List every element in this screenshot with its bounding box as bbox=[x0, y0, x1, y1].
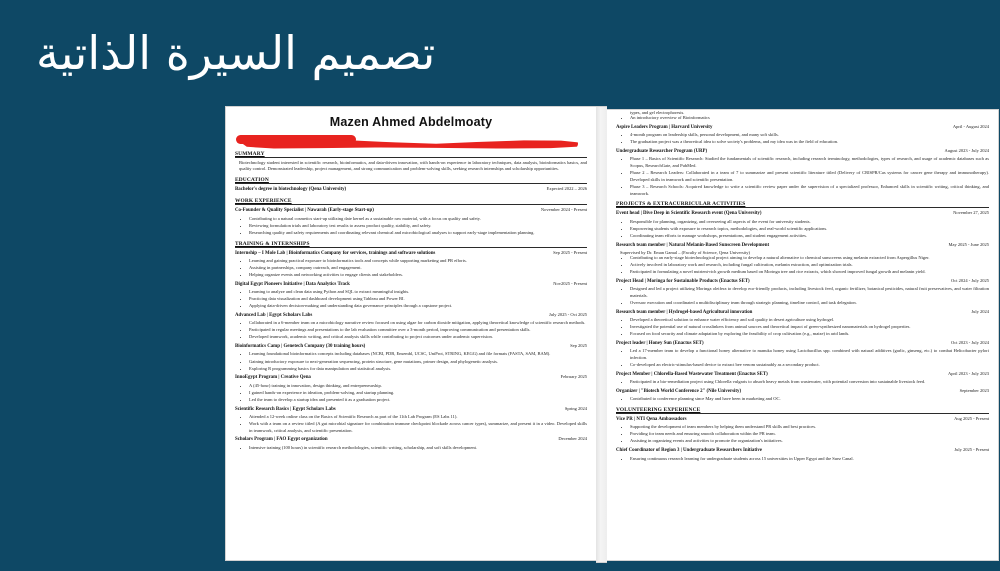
entry-date: September 2023 bbox=[959, 387, 989, 393]
list-item: • 4-month program on leadership skills, personal development, and many soft skills. bbox=[630, 132, 989, 139]
entry-bullets bbox=[616, 348, 989, 369]
list-item: • Exploring R programming basics for data manipulation and statistical analysis. bbox=[249, 366, 587, 373]
list-item: • Empowering students with exposure to research topics, methodologies, and real-world scientific applications. bbox=[630, 226, 989, 233]
list-item: • Ensuring continuous research learning for undergraduate students across 15 universities in Upper Egypt and the Suez Canal. bbox=[630, 456, 989, 463]
entry-internship-imolelab bbox=[235, 250, 587, 258]
list-item: • Work with a team on a review titled (A gut microbial signature for combination immune checkpoint blockade across cancer types), summarize, and present it in a video. Developed skills in teamwork, critical analysis, and scientific presentation. bbox=[249, 421, 587, 435]
entry-bullets bbox=[616, 456, 989, 463]
entry-date: November 2024 - Present bbox=[540, 207, 587, 213]
list-item: • Developed a theoretical solution to enhance water efficiency and soil quality in desert agriculture using hydrogel. bbox=[630, 317, 989, 324]
entry-title: Vice PR | NTI Qena Ambassadors bbox=[616, 417, 687, 422]
entry-date: Oct 2023 - July 2024 bbox=[951, 339, 989, 345]
entry-aspire-leaders-program bbox=[616, 124, 989, 132]
list-item: • Led the team to develop a startup idea and presented it as a graduation project. bbox=[249, 397, 587, 404]
list-item: • An introductory overview of Bioinformatics bbox=[630, 115, 989, 122]
entry-innoegypt-program bbox=[235, 374, 587, 382]
entry-title: Internship – I Mole Lab | Bioinformatics Company for services, trainings and software solutions bbox=[235, 250, 436, 256]
entry-bullets bbox=[616, 156, 989, 197]
list-item: • Reviewing formulation trials and laboratory test results to assess product quality, stability, and safety. bbox=[249, 223, 587, 230]
resume-page-left[interactable] bbox=[225, 106, 596, 561]
entry-title: Co-Founder & Quality Specialist | Nawarah (Early-stage Start-up) bbox=[235, 208, 374, 214]
entry-title: Chief Coordinator of Region 3 | Undergraduate Researchers Initiative bbox=[616, 448, 762, 454]
list-item: • Assisting in partnerships, company outreach, and engagement. bbox=[249, 265, 587, 272]
slide-title-arabic: تصميم السيرة الذاتية bbox=[36, 26, 436, 80]
entry-bullets bbox=[235, 216, 587, 237]
entry-hydrogel-innovation bbox=[616, 309, 989, 317]
list-item: • Participated in a bio-remediation project using Chlorella vulgaris to absorb heavy metals from wastewater, with potential conversion into sustainable livestock feed. bbox=[630, 379, 989, 386]
entry-date: July 2025 - Present bbox=[954, 447, 989, 453]
entry-supervisor: Supervised by Dr. Eman Gamal – (Faculty of Science, Qena University) bbox=[620, 249, 750, 255]
entry-title: Research team member | Natural Melanin-Based Sunscreen Development bbox=[616, 242, 770, 248]
list-item: • Phase 3 – Research Schools: Acquired knowledge to write a scientific review paper under the supervision of a specialized professor, Enhanced skills in scientific writing, critical thinking, and teamwork. bbox=[630, 184, 989, 198]
entry-bullets bbox=[616, 424, 989, 445]
resume-page-right[interactable] bbox=[607, 109, 999, 561]
orphan-bullet-list bbox=[616, 115, 989, 122]
section-heading-projects-extracurricular: PROJECTS & EXTRACURRICULAR ACTIVITIES bbox=[616, 201, 989, 208]
list-item: • Investigated the potential use of natural crosslinkers from animal sources and theoretical impact of green-synthesized nanomaterials on hydrogel properties. bbox=[630, 324, 989, 331]
list-item: • Contributed to conference planning since May and have been in marketing and OC. bbox=[630, 396, 989, 403]
entry-date: February 2025 bbox=[560, 374, 587, 380]
list-item: • I gained hands-on experience in ideation, problem-solving, and startup planning. bbox=[249, 390, 587, 397]
list-item: • Providing for team needs and ensuring smooth collaboration within the PR team. bbox=[630, 431, 989, 438]
entry-title: Undergraduate Researcher Program (URP) bbox=[616, 148, 708, 154]
entry-date: April 2023 - July 2023 bbox=[948, 370, 989, 376]
entry-bioinformatics-camp bbox=[235, 343, 587, 351]
entry-bullets bbox=[616, 396, 989, 403]
entry-bullets bbox=[616, 132, 989, 146]
summary-paragraph: Biotechnology student interested in scientific research, bioinformatics, and data-driven innovation, with hands-on experience in laboratory techniques, data analysis, bioinformatics basics, and quality control. Demonstrated leadership, project management, and strong communication and problem-solving skills, seeking research internships and scholarship opportunities. bbox=[239, 159, 587, 172]
list-item: • Collaborated in a 6-member team on a microbiology narrative review focused on using algae for carbon dioxide mitigation, applying theoretical knowledge of scientific research methods. bbox=[249, 320, 587, 327]
section-heading-training-internships: TRAINING & INTERNSHIPS bbox=[235, 241, 587, 248]
entry-date: Aug 2025 - Present bbox=[954, 416, 989, 421]
list-item: • Participated in formulating a novel nutrient-rich growth medium based on Moringa tree and rice extracts, which showed improved fungal growth and melanin yield. bbox=[630, 269, 989, 276]
entry-chlorella-wastewater bbox=[616, 371, 989, 379]
entry-scientific-research-basics bbox=[235, 406, 587, 414]
section-heading-education: EDUCATION bbox=[235, 177, 587, 184]
entry-date: April - August 2024 bbox=[952, 123, 989, 129]
entry-moringa-project bbox=[616, 278, 989, 286]
entry-title: Advanced Lab | Egypt Scholars Labs bbox=[235, 312, 313, 318]
entry-bullets bbox=[616, 317, 989, 338]
list-item: • Developed teamwork, academic writing, and critical analysis skills while contributing to project outcomes under academic supervision. bbox=[249, 334, 587, 341]
list-item: • Assisting in organizing events and activities to promote the organization's initiatives. bbox=[630, 438, 989, 445]
page-seam-divider bbox=[596, 106, 607, 563]
section-heading-volunteering-experience: VOLUNTEERING EXPERIENCE bbox=[616, 407, 989, 414]
section-heading-summary: SUMMARY bbox=[235, 151, 587, 158]
entry-bullets bbox=[616, 219, 989, 240]
entry-bullets bbox=[235, 445, 587, 452]
entry-date: November 27, 2025 bbox=[953, 210, 989, 216]
entry-title: Digital Egypt Pioneers Initiative | Data Analytics Track bbox=[235, 281, 350, 287]
entry-advanced-lab bbox=[235, 312, 587, 320]
entry-title: Project leader | Honey Sun (Enactus SET) bbox=[616, 340, 704, 346]
list-item: • Learning to analyze and clean data using Python and SQL to extract meaningful insights. bbox=[249, 289, 587, 296]
entry-title: Project Head | Moringa for Sustainable Products (Enactus SET) bbox=[616, 278, 750, 284]
entry-bullets bbox=[616, 379, 989, 386]
entry-date: Sep 2025 bbox=[570, 343, 587, 349]
list-item: • Phase 2 – Research Leaders: Collaborated in a team of 7 to summarize and present scientific literature titled (Delivery of CRISPR/Cas systems for cancer gene therapy and immunotherapy). Developed skills in teamwork and scientific presentation. bbox=[630, 170, 989, 184]
list-item: • Learning and gaining practical exposure to bioinformatics tools and concepts while supporting marketing and PR efforts. bbox=[249, 258, 587, 265]
list-item: • Supporting the development of team members by helping them understand PR skills and best practices. bbox=[630, 424, 989, 431]
entry-bullets bbox=[616, 286, 989, 307]
list-item: • Phase 1 – Basics of Scientific Research: Studied the fundamentals of scientific research, including research terminology, methodologies, types of research, and usage of academic databases such as Scopus, ResearchGate, and PubMed. bbox=[630, 156, 989, 170]
list-item: • Contributing to an early-stage biotechnological project aiming to develop a natural alternative to chemical sunscreens using melanin extracted from Aspergillus Niger. bbox=[630, 255, 989, 262]
entry-bullets bbox=[235, 383, 587, 404]
list-item: • Participated in regular meetings and presentations to the lab evaluation committee over a 3-month period, improving communication and presentation skills. bbox=[249, 327, 587, 334]
list-item: • A (45-hour) training in innovation, design thinking, and entrepreneurship. bbox=[249, 383, 587, 390]
entry-title: Bachelor's degree in biotechnology (Qena University) bbox=[235, 187, 347, 193]
entry-title: Organizer | "Biotech World Conference 2" (Nile University) bbox=[616, 388, 742, 394]
entry-title: Aspire Leaders Program | Harvard University bbox=[616, 124, 713, 130]
entry-vice-pr bbox=[616, 416, 989, 424]
entry-date: Oct 2024 - July 2025 bbox=[951, 277, 989, 283]
list-item: • Applying data-driven decision-making and understanding data governance principles through a capstone project. bbox=[249, 303, 587, 310]
list-item: • Actively involved in laboratory work and research, including fungal cultivation, melanin extraction, and optimization trials. bbox=[630, 262, 989, 269]
entry-date: August 2023 - July 2024 bbox=[944, 147, 989, 153]
list-item: • Intensive training (100 hours) in scientific research methodologies, scientific writing, scholarship, and soft skills development. bbox=[249, 445, 587, 452]
list-item: • Designed and led a project utilizing Moringa oleifera to develop eco-friendly products, including livestock feed, organic fertilizer, botanical pesticides, natural fruit preservatives, and water filtration materials. bbox=[630, 286, 989, 300]
list-item: • Helping organize events and networking activities to engage clients and stakeholders. bbox=[249, 272, 587, 279]
entry-bullets bbox=[235, 414, 587, 435]
entry-date: July 2025 - Oct 2025 bbox=[549, 311, 587, 317]
entry-bullets bbox=[235, 320, 587, 341]
entry-biotech-world-conference bbox=[616, 388, 989, 396]
entry-title: Research team member | Hydrogel-based Agricultural innovation bbox=[616, 309, 753, 315]
entry-date: December 2024 bbox=[558, 436, 587, 442]
list-item: • Oversaw execution and coordinated a multidisciplinary team through strategic planning, timeline control, and task delegation. bbox=[630, 300, 989, 307]
list-item: • Practicing data visualization and dashboard development using Tableau and Power BI. bbox=[249, 296, 587, 303]
entry-date: May 2025 - June 2025 bbox=[948, 241, 989, 247]
list-item: • Coordinating team efforts to manage workshops, presentations, and student engagement activities. bbox=[630, 233, 989, 240]
list-item: • Co-developed an electric-stimulus-based device to extract bee venom sustainably as a secondary product. bbox=[630, 362, 989, 369]
list-item: • The graduation project was a theoretical idea to solve society's problems, and my idea was in the field of education. bbox=[630, 139, 989, 146]
entry-title: Scholars Program | FAO Egypt organization bbox=[235, 437, 328, 443]
entry-honey-sun bbox=[616, 340, 989, 348]
list-item: • Attended a 12-week online class on the Basics of Scientific Research as part of the 11th Lab Program (ES Labs 11). bbox=[249, 414, 587, 421]
entry-digital-egypt-pioneers bbox=[235, 281, 587, 289]
entry-date: Sep 2025 - Present bbox=[553, 249, 587, 255]
entry-date: July 2024 bbox=[971, 308, 989, 314]
redaction-mark-contact-info bbox=[240, 138, 578, 149]
entry-title: InnoEgypt Program | Creative Qena bbox=[235, 375, 311, 381]
entry-scholars-program bbox=[235, 436, 587, 444]
entry-cofounder-nawarah bbox=[235, 207, 587, 215]
entry-title: Project Member | Chlorella-Based Wastewater Treatment (Enactus SET) bbox=[616, 371, 768, 377]
entry-undergraduate-researcher-program bbox=[616, 148, 989, 156]
list-item: • Contributing to a natural cosmetics start-up utilizing date kernel as a sustainable raw material, with a focus on quality and safety. bbox=[249, 216, 587, 223]
list-item: • Learning foundational bioinformatics concepts including databases (NCBI, PDB, Ensembl, UCSC, UniProt, STRING, KEGG) and file formats (FASTA, SAM, BAM). bbox=[249, 351, 587, 358]
list-item: • Researching quality and safety requirements and coordinating relevant chemical and microbiological analyses to support early-stage implementation planning. bbox=[249, 230, 587, 237]
entry-chief-coordinator-region3 bbox=[616, 447, 989, 455]
entry-education-bachelor bbox=[235, 186, 587, 194]
list-item: • Focused on food security and climate adaptation by exploring the feasibility of crop cultivation (e.g., maize) in arid lands. bbox=[630, 331, 989, 338]
list-item: • Led a 17-member team to develop a functional honey alternative to manuka honey using Lactobacillus spp. combined with natural additives (garlic, ginseng, etc.) to combat Helicobacter pylori infection. bbox=[630, 348, 989, 362]
entry-bullets bbox=[235, 351, 587, 372]
entry-date: Expected 2022 – 2026 bbox=[546, 186, 587, 192]
entry-bullets bbox=[235, 258, 587, 279]
entry-title: Bioinformatics Camp | Genetech Company (30 training hours) bbox=[235, 344, 366, 350]
entry-event-head bbox=[616, 210, 989, 218]
resume-candidate-name: Mazen Ahmed Abdelmoaty bbox=[329, 115, 493, 129]
list-item: • Gaining introductory exposure to next-generation sequencing, protein structure, gene mutations, primer design, and phylogenetic analysis. bbox=[249, 359, 587, 366]
resume-document-pair bbox=[225, 106, 1000, 566]
cut-off-text-line: types, and gel electrophoresis. bbox=[630, 110, 685, 115]
entry-bullets bbox=[616, 255, 989, 276]
entry-date: Spring 2024 bbox=[564, 405, 587, 411]
section-heading-work-experience: WORK EXPERIENCE bbox=[235, 198, 587, 205]
list-item: • Responsible for planning, organizing, and overseeing all aspects of the event for university students. bbox=[630, 219, 989, 226]
entry-bullets bbox=[235, 289, 587, 310]
entry-melanin-sunscreen bbox=[616, 242, 989, 250]
entry-title: Event head | Dive Deep in Scientific Research event (Qena University) bbox=[616, 211, 762, 217]
entry-date: Nov2025 - Present bbox=[553, 280, 587, 286]
entry-title: Scientific Research Basics | Egypt Scholars Labs bbox=[235, 406, 336, 412]
